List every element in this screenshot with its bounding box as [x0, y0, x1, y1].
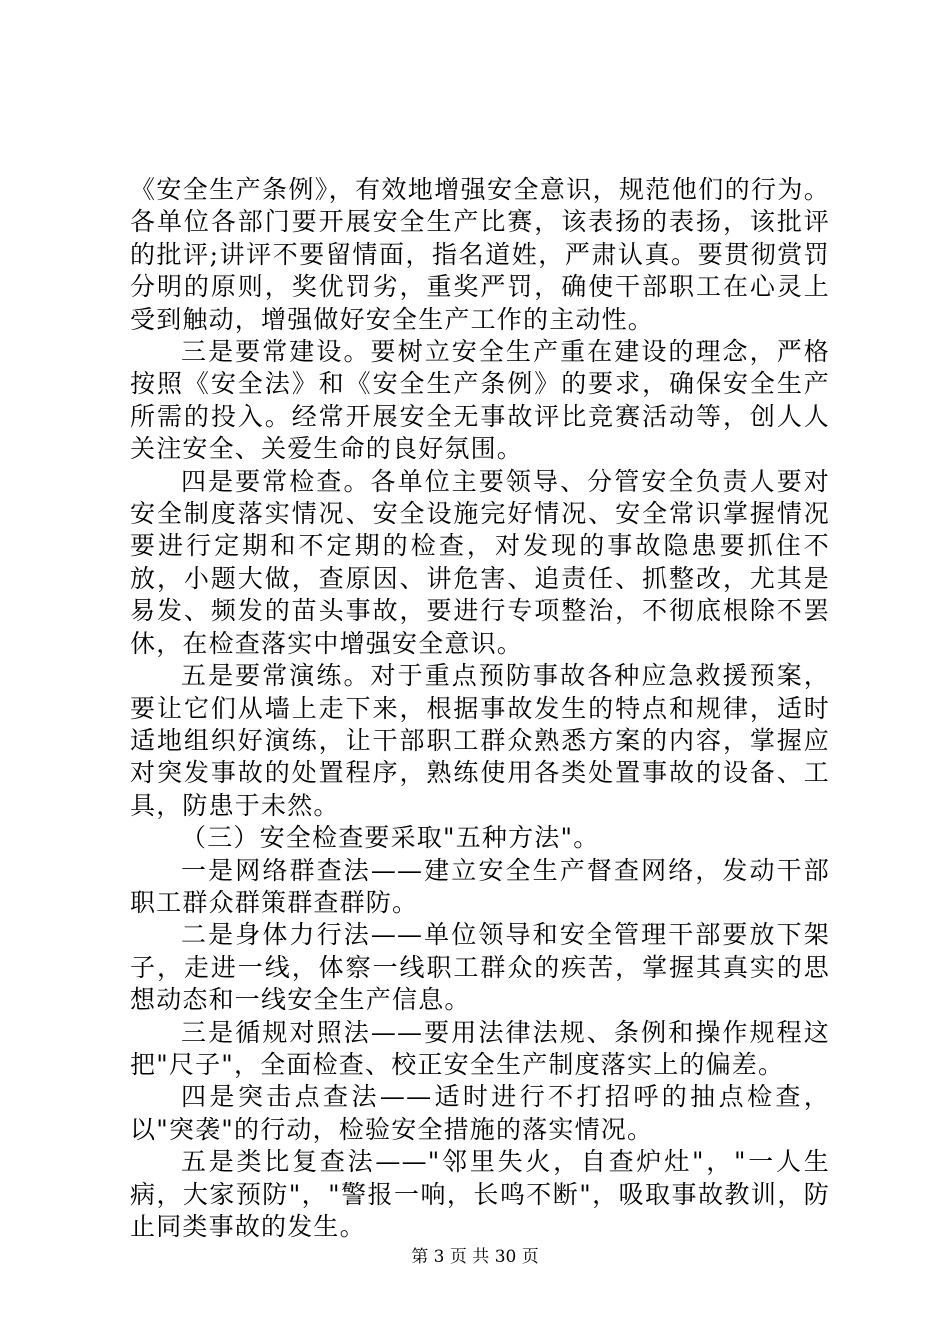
paragraph-4: 五是要常演练。对于重点预防事故各种应急救援预案，要让它们从墙上走下来，根据事故发生的特点和规律，适时适地组织好演练，让干部职工群众熟悉方案的内容，掌握应对突发事故的处置程序，熟练使用各类处置事故的设备、工具，防患于未然。 [130, 661, 830, 820]
paragraph-10: 五是类比复查法——"邻里失火，自查炉灶"，"一人生病，大家预防"，"警报一响，长鸣不断"，吸取事故教训，防止同类事故的发生。 [130, 1147, 830, 1241]
paragraph-3: 四是要常检查。各单位主要领导、分管安全负责人要对安全制度落实情况、安全设施完好情况、安全常识掌握情况要进行定期和不定期的检查，对发现的事故隐患要抓住不放，小题大做，查原因、讲危害、追责任、抓整改，尤其是易发、频发的苗头事故，要进行专项整治，不彻底根除不罢休，在检查落实中增强安全意识。 [130, 466, 830, 658]
section-heading: （三）安全检查要采取"五种方法"。 [181, 823, 600, 853]
paragraph-1: 《安全生产条例》，有效地增强安全意识，规范他们的行为。各单位各部门要开展安全生产比赛，该表扬的表扬，该批评的批评;讲评不要留情面，指名道姓，严肃认真。要贯彻赏罚分明的原则，奖优罚劣，重奖严罚，确使干部职工在心灵上受到触动，增强做好安全生产工作的主动性。 [130, 175, 830, 334]
paragraph-9: 四是突击点查法——适时进行不打招呼的抽点检查，以"突袭"的行动，检验安全措施的落实情况。 [130, 1082, 830, 1144]
paragraph-6: 一是网络群查法——建立安全生产督查网络，发动干部职工群众群策群查群防。 [130, 855, 830, 917]
paragraph-2: 三是要常建设。要树立安全生产重在建设的理念，严格按照《安全法》和《安全生产条例》的要求，确保安全生产所需的投入。经常开展安全无事故评比竞赛活动等，创人人关注安全、关爱生命的良好氛围。 [130, 337, 830, 464]
paragraph-7: 二是身体力行法——单位领导和安全管理干部要放下架子，走进一线，体察一线职工群众的疾苦，掌握其真实的思想动态和一线安全生产信息。 [130, 920, 830, 1015]
paragraph-8: 三是循规对照法——要用法律法规、条例和操作规程这把"尺子"，全面检查、校正安全生产制度落实上的偏差。 [130, 1017, 830, 1079]
page-number-footer: 第 3 页 共 30 页 [411, 1247, 539, 1267]
document-body [130, 174, 830, 1243]
